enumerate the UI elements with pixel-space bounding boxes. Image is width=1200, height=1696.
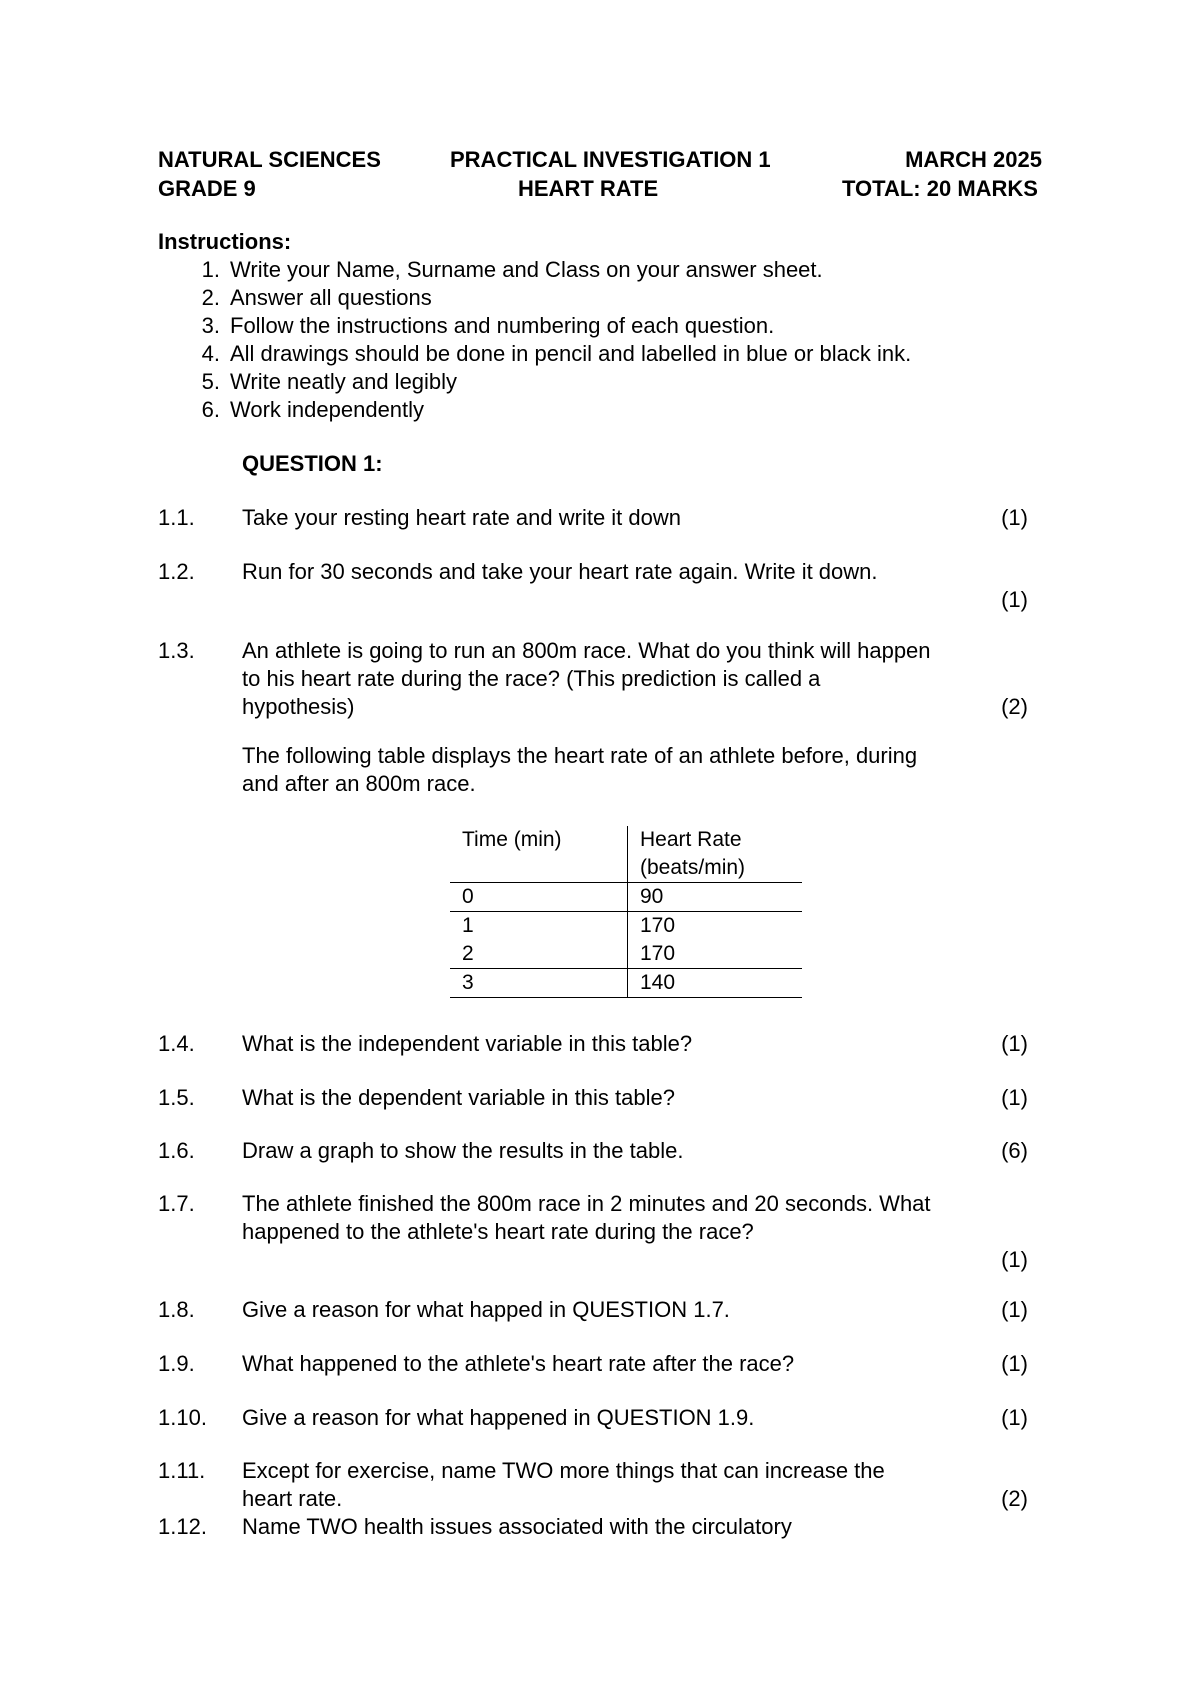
question-number: 1.8.: [158, 1297, 195, 1322]
question-1-3: [158, 637, 1028, 721]
instruction-item: 2. Answer all questions: [201, 285, 432, 310]
question-text: Draw a graph to show the results in the table.: [242, 1138, 684, 1163]
date-label: MARCH 2025: [905, 147, 1042, 172]
question-number: 1.4.: [158, 1031, 195, 1056]
question-marks: (2): [1001, 1486, 1028, 1511]
question-marks: (1): [1001, 587, 1028, 612]
total-marks-label: TOTAL: 20 MARKS: [842, 176, 1038, 201]
question-text: Take your resting heart rate and write it down: [242, 505, 682, 530]
question-1-7: [158, 1190, 1028, 1274]
heart-rate-table: [450, 826, 802, 998]
question-marks: (2): [1001, 694, 1028, 719]
question-number: 1.2.: [158, 559, 195, 584]
question-1-9: [158, 1350, 1028, 1378]
question-number: 1.3.: [158, 638, 195, 663]
table-cell: 170: [628, 940, 803, 969]
question-text: The athlete finished the 800m race in 2 minutes and 20 seconds. What happened to the athlete's heart rate during the race?: [242, 1191, 931, 1244]
question-marks: (1): [1001, 1297, 1028, 1322]
question-number: 1.10.: [158, 1405, 207, 1430]
table-header-row: [450, 826, 802, 883]
question-number: 1.6.: [158, 1138, 195, 1163]
table-header-time: Time (min): [450, 826, 628, 883]
question-text: What is the independent variable in this table?: [242, 1031, 693, 1056]
question-number: 1.1.: [158, 505, 195, 530]
table-cell: 170: [628, 912, 803, 941]
topic-label: HEART RATE: [518, 176, 659, 201]
instructions-list: [186, 256, 911, 424]
question-number: 1.7.: [158, 1191, 195, 1216]
question-1-8: [158, 1296, 1028, 1324]
question-text: Give a reason for what happed in QUESTION 1.7.: [242, 1297, 730, 1322]
table-row: [450, 912, 802, 941]
table-row: [450, 883, 802, 912]
question-text: Except for exercise, name TWO more things that can increase the heart rate.: [242, 1458, 885, 1511]
instructions-title: Instructions:: [158, 229, 292, 254]
question-1-1: [158, 504, 1028, 532]
question-number: 1.5.: [158, 1085, 195, 1110]
table-cell: 0: [450, 883, 628, 912]
table-cell: 2: [450, 940, 628, 969]
question-1-title: QUESTION 1:: [242, 451, 383, 476]
table-cell: 3: [450, 969, 628, 998]
question-number: 1.9.: [158, 1351, 195, 1376]
question-1-6: [158, 1137, 1028, 1165]
instruction-item: 6. Work independently: [201, 397, 425, 422]
question-number: 1.11.: [158, 1458, 206, 1483]
question-1-12: [158, 1513, 1028, 1541]
table-row: [450, 969, 802, 998]
question-1-11: [158, 1457, 1028, 1513]
instruction-item: 1. Write your Name, Surname and Class on your answer sheet.: [201, 257, 823, 282]
question-marks: (1): [1001, 505, 1028, 530]
table-cell: 140: [628, 969, 803, 998]
question-marks: (1): [1001, 1031, 1028, 1056]
question-marks: (6): [1001, 1138, 1028, 1163]
instruction-item: 4. All drawings should be done in pencil and labelled in blue or black ink.: [201, 341, 912, 366]
question-marks: (1): [1001, 1351, 1028, 1376]
investigation-title: PRACTICAL INVESTIGATION 1: [450, 147, 771, 172]
question-1-2: [158, 558, 1028, 614]
question-text: What happened to the athlete's heart rate after the race?: [242, 1351, 795, 1376]
instruction-item: 3. Follow the instructions and numbering of each question.: [201, 313, 775, 338]
question-text: An athlete is going to run an 800m race. What do you think will happen to his heart rate during the race? (This prediction is called a hypothesis): [242, 638, 931, 719]
question-text: What is the dependent variable in this table?: [242, 1085, 675, 1110]
question-1-4: [158, 1030, 1028, 1058]
question-number: 1.12.: [158, 1514, 207, 1539]
table-header-heart-rate: Heart Rate (beats/min): [628, 826, 803, 883]
table-cell: 90: [628, 883, 803, 912]
table-cell: 1: [462, 914, 474, 937]
question-text: Name TWO health issues associated with the circulatory: [242, 1514, 792, 1539]
question-1-5: [158, 1084, 1028, 1112]
question-text: Give a reason for what happened in QUESTION 1.9.: [242, 1405, 755, 1430]
question-1-10: [158, 1404, 1028, 1432]
question-text: Run for 30 seconds and take your heart rate again. Write it down.: [242, 559, 878, 584]
instruction-item: 5. Write neatly and legibly: [201, 369, 458, 394]
table-intro: The following table displays the heart rate of an athlete before, during and after an 800m race.: [242, 743, 918, 796]
question-marks: (1): [1001, 1085, 1028, 1110]
question-marks: (1): [1001, 1247, 1028, 1272]
grade-label: GRADE 9: [158, 176, 256, 201]
subject-label: NATURAL SCIENCES: [158, 147, 381, 172]
table-row: [450, 940, 802, 969]
question-marks: (1): [1001, 1405, 1028, 1430]
